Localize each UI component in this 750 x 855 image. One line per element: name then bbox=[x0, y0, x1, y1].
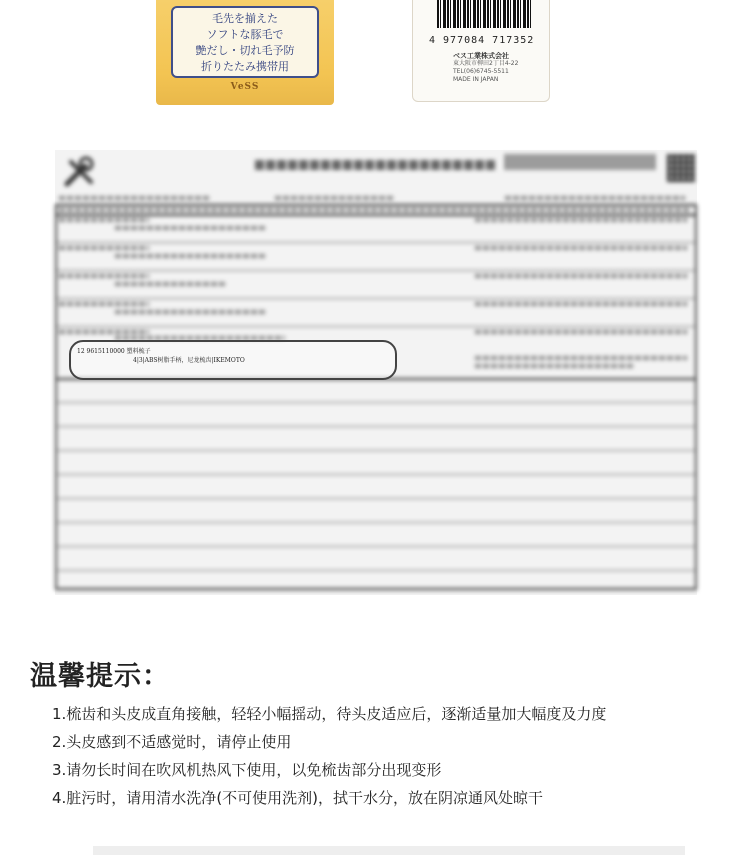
table-rule bbox=[55, 204, 697, 206]
brand-logo: VeSS bbox=[230, 82, 260, 92]
table-rule bbox=[55, 588, 697, 590]
table-rule bbox=[55, 522, 697, 523]
next-section-edge bbox=[93, 846, 685, 855]
highlighted-item bbox=[69, 340, 397, 380]
table-rule bbox=[55, 450, 697, 451]
table-rule bbox=[55, 326, 697, 327]
tips-heading: 温馨提示： bbox=[30, 661, 170, 692]
item-text bbox=[115, 254, 265, 258]
table-rule bbox=[55, 298, 697, 299]
product-photo-back bbox=[412, 0, 550, 102]
item-text bbox=[59, 274, 149, 278]
product-label-line: 折りたたみ携帯用 bbox=[201, 60, 289, 73]
barcode-number: 4 977084 717352 bbox=[429, 35, 535, 46]
table-border bbox=[695, 204, 697, 590]
item-text bbox=[115, 226, 265, 230]
item-text bbox=[59, 246, 149, 250]
maker-line: TEL(06)6745-5511 bbox=[453, 68, 509, 75]
item-values bbox=[475, 356, 687, 360]
table-rule bbox=[55, 498, 697, 499]
tip-item: 1.梳齿和头皮成直角接触，轻轻小幅摇动，待头皮适应后，逐渐适量加大幅度及力度 bbox=[52, 705, 607, 723]
highlight-line: 12 9615110000 塑料梳子 bbox=[77, 348, 151, 355]
product-label-card bbox=[171, 6, 319, 78]
item-text bbox=[115, 310, 265, 314]
item-values bbox=[475, 330, 687, 334]
item-values bbox=[475, 218, 687, 222]
table-rule bbox=[55, 426, 697, 427]
header-text bbox=[59, 196, 209, 200]
product-label-line: 毛先を揃えた bbox=[212, 12, 278, 25]
tip-item: 4.脏污时，请用清水洗净(不可使用洗剂)，拭干水分，放在阴凉通风处晾干 bbox=[52, 789, 544, 807]
item-text bbox=[59, 302, 149, 306]
item-text bbox=[115, 282, 225, 286]
document-title bbox=[255, 160, 495, 170]
table-rule bbox=[55, 570, 697, 571]
table-rule bbox=[55, 242, 697, 243]
item-values bbox=[475, 274, 687, 278]
table-border bbox=[55, 204, 57, 590]
item-values bbox=[475, 364, 635, 368]
item-text bbox=[59, 218, 149, 222]
product-label-line: ソフトな豚毛で bbox=[206, 28, 284, 41]
table-rule bbox=[55, 474, 697, 475]
maker-line: MADE IN JAPAN bbox=[453, 76, 499, 83]
table-rule bbox=[55, 214, 697, 216]
column-headers bbox=[59, 208, 689, 212]
highlight-line: 4|3|ABS树脂手柄，尼龙梳齿|IKEMOTO bbox=[133, 357, 245, 364]
maker-info bbox=[453, 52, 543, 84]
qr-code-icon bbox=[667, 154, 695, 182]
table-rule bbox=[55, 402, 697, 403]
tools-icon bbox=[61, 154, 97, 190]
document-code bbox=[505, 154, 657, 170]
maker-line: ベス工業株式会社 bbox=[453, 52, 509, 60]
product-label-line: 艶だし・切れ毛予防 bbox=[195, 44, 295, 57]
item-values bbox=[475, 246, 687, 250]
product-photo-front bbox=[156, 0, 334, 105]
customs-declaration-image bbox=[55, 150, 697, 595]
table-rule bbox=[55, 546, 697, 547]
header-text bbox=[505, 196, 685, 200]
table-rule bbox=[55, 270, 697, 271]
tip-item: 2.头皮感到不适感觉时，请停止使用 bbox=[52, 733, 292, 751]
tip-item: 3.请勿长时间在吹风机热风下使用，以免梳齿部分出现变形 bbox=[52, 761, 442, 779]
maker-line: 東大阪市柳田2丁目4-22 bbox=[453, 60, 519, 67]
header-text bbox=[275, 196, 395, 200]
barcode-icon bbox=[437, 0, 531, 28]
item-values bbox=[475, 302, 687, 306]
item-text bbox=[59, 330, 149, 334]
